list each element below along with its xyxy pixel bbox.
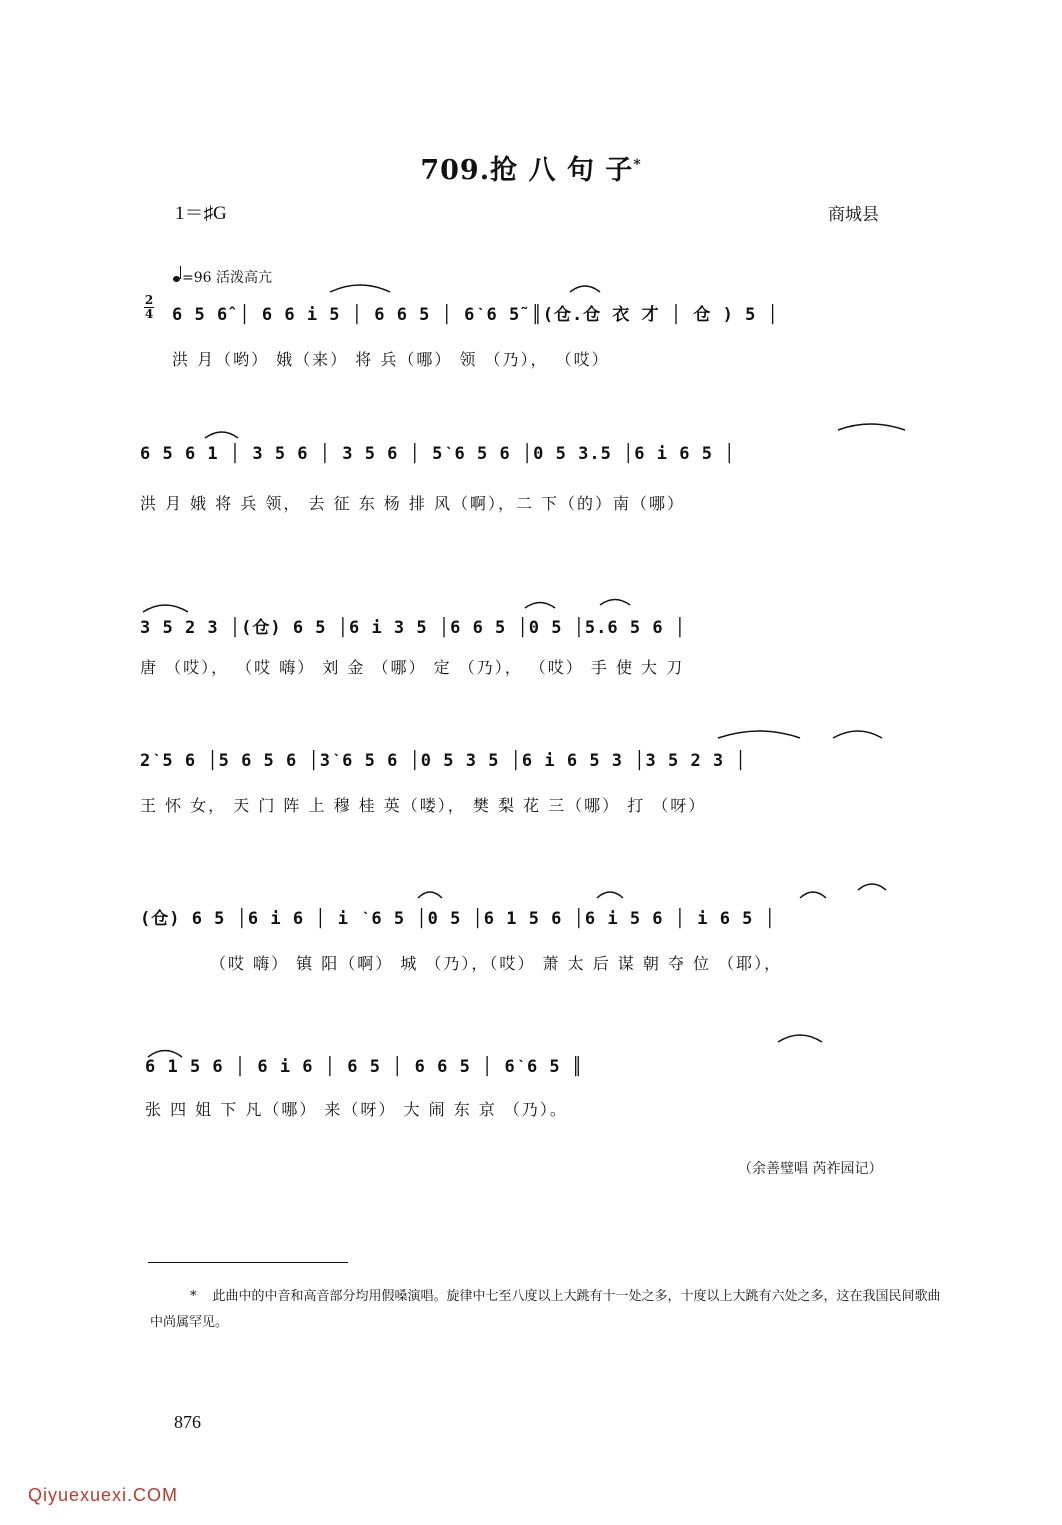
slur [330,285,390,292]
slur [597,892,623,898]
lyric-line-2: 洪 月 娥 将 兵 领， 去 征 东 杨 排 风（啊），二 下（的）南（哪） [140,494,686,513]
slur [833,731,882,738]
slur [525,603,555,609]
title-footnote-mark: * [633,157,642,173]
slur [778,1035,822,1042]
footnote-text: 此曲中的中音和高音部分均用假嗓演唱。旋律中七至八度以上大跳有十一处之多，十度以上大跳有六处之多，这在我国民间歌曲中尚属罕见。 [150,1289,941,1330]
watermark: Qiyuexuexi.COM [28,1485,179,1505]
slur [800,892,826,898]
score-line-3: 3 5 2 3 │(仓) 6 5 │6 i 3 5 │6 6 5 │0 5 │5.6 5 6 │ [140,618,687,638]
score-line-2: 6 5 6 1 │ 3 5 6 │ 3 5 6 │ 5ˋ6 5 6 │0 5 3.5 │6 i 6 5 │ [140,444,736,464]
slur [600,600,630,606]
footnote-divider [148,1262,348,1263]
slur [858,884,886,890]
lyric-line-6: 张 四 姐 下 凡（哪） 来（呀） 大 闹 东 京 （乃）。 [145,1100,568,1119]
performer-credit: （余善璧唱 芮祚园记） [738,1161,883,1177]
footnote [150,1284,950,1336]
page-number: 876 [174,1412,201,1432]
key-signature: 1＝♯G [175,203,227,224]
song-origin: 商城县 [828,205,879,225]
slur [148,1051,182,1058]
song-title-text: 709.抢 八 句 子 [420,155,634,186]
score-line-1: 6 5 6̂ │ 6 6 i 5 │ 6 6 5 │ 6ˋ6 5̃ ║(仓.仓 衣 才 │ 仓 ) 5 │ [172,305,779,325]
lyric-line-5: （哎 嗨） 镇 阳（啊） 城 （乃），（哎） 萧 太 后 谋 朝 夺 位 （耶）， [210,954,783,973]
score-line-5: (仓) 6 5 │6 i 6 │ i ˋ6 5 │0 5 │6 1 5 6 │6 i 5 6 │ i 6 5 │ [140,909,776,929]
slur [838,424,905,430]
footnote-mark: * [190,1289,197,1304]
time-signature-bottom: 4 [144,307,154,321]
score-line-4: 2ˋ5 6 │5 6 5 6 │3ˋ6 5 6 │0 5 3 5 │6 i 6 5 3 │3 5 2 3 │ [140,751,747,771]
score-line-6: 6 1 5 6 │ 6 i 6 │ 6 5 │ 6 6 5 │ 6ˋ6 5 ║ [145,1057,584,1077]
slur [570,286,600,292]
tempo-text: =96 活泼高亢 [182,270,272,286]
lyric-line-4: 王 怀 女， 天 门 阵 上 穆 桂 英（喽）， 樊 梨 花 三（哪） 打 （呀） [140,796,707,815]
slur [143,605,188,612]
slur [718,731,800,738]
slur [205,432,238,438]
lyric-line-3: 唐 （哎）， （哎 嗨） 刘 金 （哪） 定 （乃）， （哎） 手 使 大 刀 [140,658,685,677]
slur [418,892,442,898]
time-signature-top: 2 [144,293,154,307]
lyric-line-1: 洪 月（哟） 娥（来） 将 兵（哪） 领 （乃）， （哎） [172,350,610,369]
